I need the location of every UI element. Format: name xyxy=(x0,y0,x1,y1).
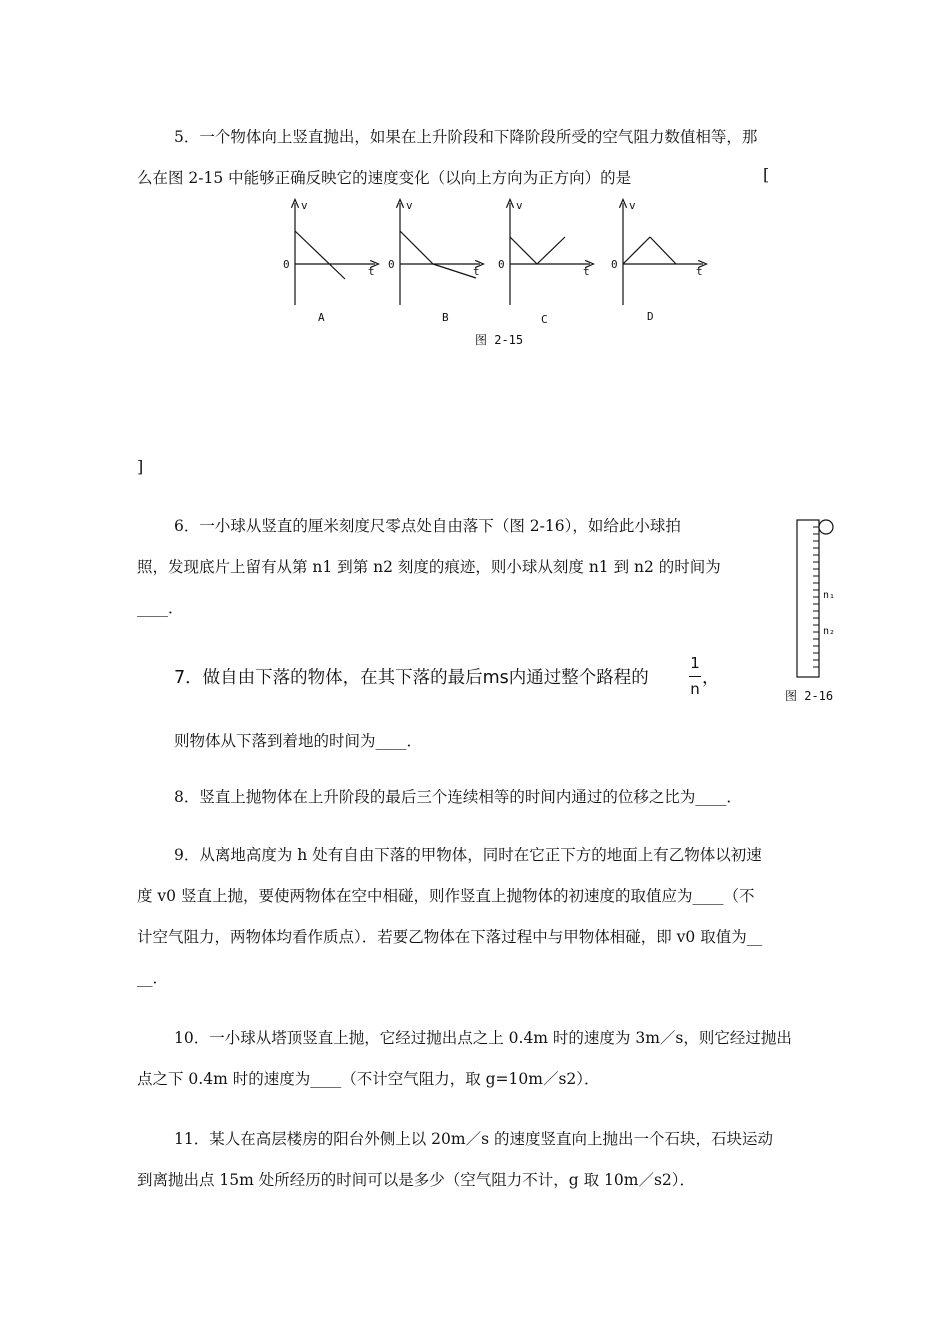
q10-line1: 10．一小球从塔顶竖直上抛，它经过抛出点之上 0.4m 时的速度为 3m／s，则它经过抛出 xyxy=(174,1029,792,1047)
q6-line2: 照，发现底片上留有从第 n1 到第 n2 刻度的痕迹，则小球从刻度 n1 到 n2 的时间为 xyxy=(137,558,721,576)
q5-bracket-open: [ xyxy=(763,165,770,184)
panel-c-origin: 0 xyxy=(498,258,505,271)
q6-line1: 6．一小球从竖直的厘米刻度尺零点处自由落下（图 2-16），如给此小球拍 xyxy=(174,517,681,535)
q9-line3: 计空气阻力，两物体均看作质点）．若要乙物体在下落过程中与甲物体相碰，即 v0 取值为__ xyxy=(137,928,763,946)
panel-b xyxy=(388,199,480,324)
panel-c-label: C xyxy=(541,313,548,326)
figure-2-16-caption: 图 2-16 xyxy=(785,689,834,703)
q7-line2: 则物体从下落到着地的时间为____． xyxy=(174,732,423,750)
panel-c-t-label: t xyxy=(583,265,590,278)
panel-b-t-label: t xyxy=(473,265,480,278)
q7-line1-end: ， xyxy=(702,668,720,688)
q9-line1: 9．从离地高度为 h 处有自由下落的甲物体，同时在它正下方的地面上有乙物体以初速 xyxy=(174,846,762,864)
figure-2-16 xyxy=(785,515,855,710)
panel-c xyxy=(498,199,590,326)
q11-line2: 到离抛出点 15m 处所经历的时间可以是多少（空气阻力不计，g 取 10m／s2）． xyxy=(137,1171,696,1189)
panel-b-v-label: v xyxy=(406,199,413,212)
q7-fraction-denominator: n xyxy=(690,680,700,698)
panel-a xyxy=(283,199,375,324)
ruler-n2-label: n₂ xyxy=(823,626,836,637)
q8-line1: 8．竖直上抛物体在上升阶段的最后三个连续相等的时间内通过的位移之比为____． xyxy=(174,788,742,806)
figure-2-15 xyxy=(270,195,720,355)
q11-line1: 11．某人在高层楼房的阳台外侧上以 20m／s 的速度竖直向上抛出一个石块，石块运动 xyxy=(174,1130,773,1148)
panel-d-t-label: t xyxy=(696,265,703,278)
panel-b-label: B xyxy=(442,311,449,324)
q6-line3: ____． xyxy=(137,599,184,617)
panel-a-t-label: t xyxy=(368,265,375,278)
q7-fraction-bar xyxy=(689,676,701,677)
panel-a-v-label: v xyxy=(301,199,308,212)
q10-line2: 点之下 0.4m 时的速度为____（不计空气阻力，取 g=10m／s2）． xyxy=(137,1070,600,1088)
figure-2-15-caption: 图 2-15 xyxy=(475,333,524,347)
q7-line1: 7．做自由下落的物体，在其下落的最后ms内通过整个路程的 xyxy=(174,668,649,688)
q9-line2: 度 v0 竖直上抛，要使两物体在空中相碰，则作竖直上抛物体的初速度的取值应为____（不 xyxy=(137,887,755,905)
panel-a-origin: 0 xyxy=(283,258,290,271)
q5-line2: 么在图 2-15 中能够正确反映它的速度变化（以向上方向为正方向）的是 xyxy=(137,169,632,187)
panel-c-v-label: v xyxy=(516,199,523,212)
q5-bracket-close: ] xyxy=(137,457,144,476)
panel-d xyxy=(611,199,703,323)
q9-line4: __． xyxy=(137,969,169,987)
q5-line1: 5．一个物体向上竖直抛出，如果在上升阶段和下降阶段所受的空气阻力数值相等，那 xyxy=(174,128,758,146)
panel-b-origin: 0 xyxy=(388,258,395,271)
panel-a-label: A xyxy=(318,311,325,324)
panel-d-origin: 0 xyxy=(611,258,618,271)
panel-d-v-label: v xyxy=(629,199,636,212)
panel-d-label: D xyxy=(647,310,654,323)
ruler-n1-label: n₁ xyxy=(823,590,836,601)
q7-fraction-numerator: 1 xyxy=(690,654,700,672)
